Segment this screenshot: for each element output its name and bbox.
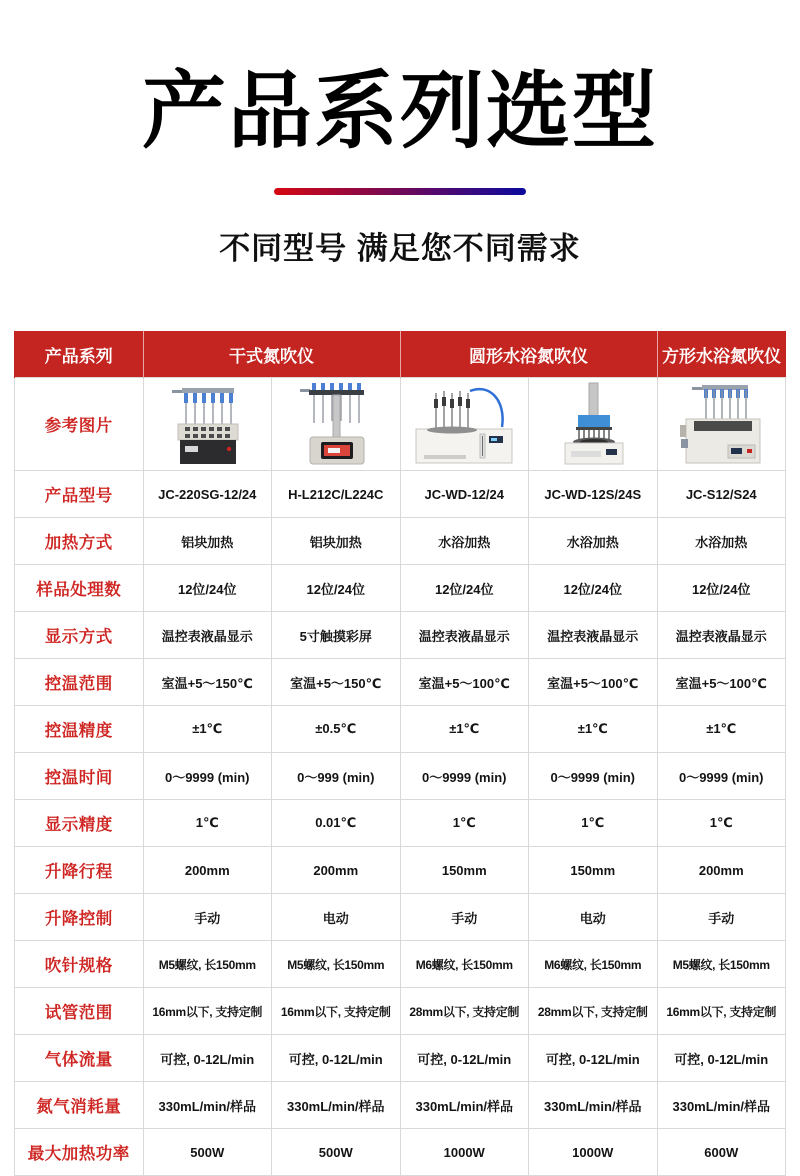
table-cell: 0～999 (min) — [272, 753, 401, 800]
table-cell: M6螺纹, 长150mm — [400, 941, 529, 988]
table-cell: 330mL/min/样品 — [529, 1082, 658, 1129]
table-row-sample-count — [15, 565, 786, 612]
header-group-square-bath: 方形水浴氮吹仪 — [657, 331, 786, 378]
row-label-needle-spec: 吹针规格 — [15, 941, 144, 988]
table-cell: 手动 — [143, 894, 272, 941]
table-cell: 可控, 0-12L/min — [143, 1035, 272, 1082]
table-cell: ±1℃ — [529, 706, 658, 753]
table-cell: 1℃ — [143, 800, 272, 847]
row-label-display-resolution: 显示精度 — [15, 800, 144, 847]
table-cell: 可控, 0-12L/min — [529, 1035, 658, 1082]
table-cell: 1000W — [400, 1129, 529, 1176]
product-comparison-table — [14, 331, 786, 1176]
table-cell: 水浴加热 — [657, 518, 786, 565]
table-row-temp-range — [15, 659, 786, 706]
table-row-lift-stroke — [15, 847, 786, 894]
table-row-display-type — [15, 612, 786, 659]
table-cell — [657, 378, 786, 471]
table-cell: 可控, 0-12L/min — [400, 1035, 529, 1082]
table-row-images — [15, 378, 786, 471]
table-cell: 200mm — [143, 847, 272, 894]
row-label-lift-control: 升降控制 — [15, 894, 144, 941]
table-cell: JC-WD-12/24 — [400, 471, 529, 518]
table-cell: JC-WD-12S/24S — [529, 471, 658, 518]
table-cell: 5寸触摸彩屏 — [272, 612, 401, 659]
table-cell: 16mm以下, 支持定制 — [272, 988, 401, 1035]
table-cell: M6螺纹, 长150mm — [529, 941, 658, 988]
table-cell: 12位/24位 — [529, 565, 658, 612]
table-cell — [143, 378, 272, 471]
table-cell: 室温+5～100℃ — [529, 659, 658, 706]
table-row-display-resolution — [15, 800, 786, 847]
table-row-gas-flow — [15, 1035, 786, 1082]
table-cell: ±1℃ — [143, 706, 272, 753]
dry-nitrogen-blower-touchscreen-image — [281, 381, 391, 467]
table-cell: 铝块加热 — [272, 518, 401, 565]
table-cell: 12位/24位 — [657, 565, 786, 612]
table-cell: JC-S12/S24 — [657, 471, 786, 518]
table-cell: 手动 — [400, 894, 529, 941]
table-cell: 0～9999 (min) — [529, 753, 658, 800]
table-cell: 温控表液晶显示 — [529, 612, 658, 659]
header-product-series: 产品系列 — [15, 331, 144, 378]
table-row-tube-range — [15, 988, 786, 1035]
row-label-sample-count: 样品处理数 — [15, 565, 144, 612]
table-cell: 铝块加热 — [143, 518, 272, 565]
table-cell: 1000W — [529, 1129, 658, 1176]
table-cell: 0～9999 (min) — [657, 753, 786, 800]
round-water-bath-nitrogen-blower-image — [408, 381, 520, 467]
table-cell: 室温+5～150℃ — [143, 659, 272, 706]
table-cell: 1℃ — [657, 800, 786, 847]
table-cell: 500W — [143, 1129, 272, 1176]
table-cell: 1℃ — [529, 800, 658, 847]
table-cell: 330mL/min/样品 — [657, 1082, 786, 1129]
table-cell: M5螺纹, 长150mm — [272, 941, 401, 988]
table-cell: 手动 — [657, 894, 786, 941]
table-cell: 330mL/min/样品 — [272, 1082, 401, 1129]
row-label-lift-stroke: 升降行程 — [15, 847, 144, 894]
table-cell: 200mm — [657, 847, 786, 894]
row-label-nitrogen-consumption: 氮气消耗量 — [15, 1082, 144, 1129]
round-water-bath-nitrogen-blower-electric-image — [538, 381, 648, 467]
table-cell: 可控, 0-12L/min — [272, 1035, 401, 1082]
table-row-temp-accuracy — [15, 706, 786, 753]
table-cell: 150mm — [529, 847, 658, 894]
page-title: 产品系列选型 — [141, 64, 658, 158]
row-label-heating-method: 加热方式 — [15, 518, 144, 565]
table-cell: 温控表液晶显示 — [400, 612, 529, 659]
table-cell: 温控表液晶显示 — [657, 612, 786, 659]
table-cell: 0.01℃ — [272, 800, 401, 847]
table-header-row — [15, 331, 786, 378]
table-cell: 室温+5～100℃ — [657, 659, 786, 706]
gradient-divider — [274, 188, 526, 195]
table-cell: 28mm以下, 支持定制 — [400, 988, 529, 1035]
header-group-dry: 干式氮吹仪 — [143, 331, 400, 378]
row-label-display-type: 显示方式 — [15, 612, 144, 659]
table-cell: 室温+5～150℃ — [272, 659, 401, 706]
row-label-temp-accuracy: 控温精度 — [15, 706, 144, 753]
table-cell: 0～9999 (min) — [143, 753, 272, 800]
table-cell: 600W — [657, 1129, 786, 1176]
table-cell: 500W — [272, 1129, 401, 1176]
table-cell: 12位/24位 — [400, 565, 529, 612]
table-cell: 12位/24位 — [272, 565, 401, 612]
square-water-bath-nitrogen-blower-image — [666, 381, 776, 467]
table-cell: 温控表液晶显示 — [143, 612, 272, 659]
row-label-gas-flow: 气体流量 — [15, 1035, 144, 1082]
table-cell: H-L212C/L224C — [272, 471, 401, 518]
table-cell: 12位/24位 — [143, 565, 272, 612]
table-cell: 水浴加热 — [529, 518, 658, 565]
table-row-needle-spec — [15, 941, 786, 988]
table-cell — [529, 378, 658, 471]
table-cell: 330mL/min/样品 — [400, 1082, 529, 1129]
row-label-reference-images: 参考图片 — [15, 378, 144, 471]
row-label-temp-range: 控温范围 — [15, 659, 144, 706]
table-cell: JC-220SG-12/24 — [143, 471, 272, 518]
table-cell: 电动 — [529, 894, 658, 941]
table-cell: ±1℃ — [657, 706, 786, 753]
hero-section — [0, 0, 800, 268]
table-cell: 330mL/min/样品 — [143, 1082, 272, 1129]
table-cell: ±1℃ — [400, 706, 529, 753]
table-cell: 室温+5～100℃ — [400, 659, 529, 706]
table-cell — [272, 378, 401, 471]
table-cell: 200mm — [272, 847, 401, 894]
table-row-timer-range — [15, 753, 786, 800]
table-cell: 0～9999 (min) — [400, 753, 529, 800]
table-row-lift-control — [15, 894, 786, 941]
table-cell: 电动 — [272, 894, 401, 941]
table-cell — [400, 378, 529, 471]
table-cell: M5螺纹, 长150mm — [143, 941, 272, 988]
table-cell: 150mm — [400, 847, 529, 894]
row-label-tube-range: 试管范围 — [15, 988, 144, 1035]
table-row-model — [15, 471, 786, 518]
row-label-max-heating-power: 最大加热功率 — [15, 1129, 144, 1176]
table-cell: 16mm以下, 支持定制 — [143, 988, 272, 1035]
dry-nitrogen-blower-standard-image — [152, 381, 262, 467]
table-row-nitrogen-consumption — [15, 1082, 786, 1129]
page-subtitle: 不同型号 满足您不同需求 — [219, 231, 581, 267]
table-cell: 16mm以下, 支持定制 — [657, 988, 786, 1035]
table-cell: 可控, 0-12L/min — [657, 1035, 786, 1082]
row-label-model: 产品型号 — [15, 471, 144, 518]
row-label-timer-range: 控温时间 — [15, 753, 144, 800]
table-cell: ±0.5℃ — [272, 706, 401, 753]
table-cell: 水浴加热 — [400, 518, 529, 565]
table-cell: 28mm以下, 支持定制 — [529, 988, 658, 1035]
table-cell: 1℃ — [400, 800, 529, 847]
table-cell: M5螺纹, 长150mm — [657, 941, 786, 988]
header-group-round-bath: 圆形水浴氮吹仪 — [400, 331, 657, 378]
table-row-max-heating-power — [15, 1129, 786, 1176]
table-row-heating-method — [15, 518, 786, 565]
